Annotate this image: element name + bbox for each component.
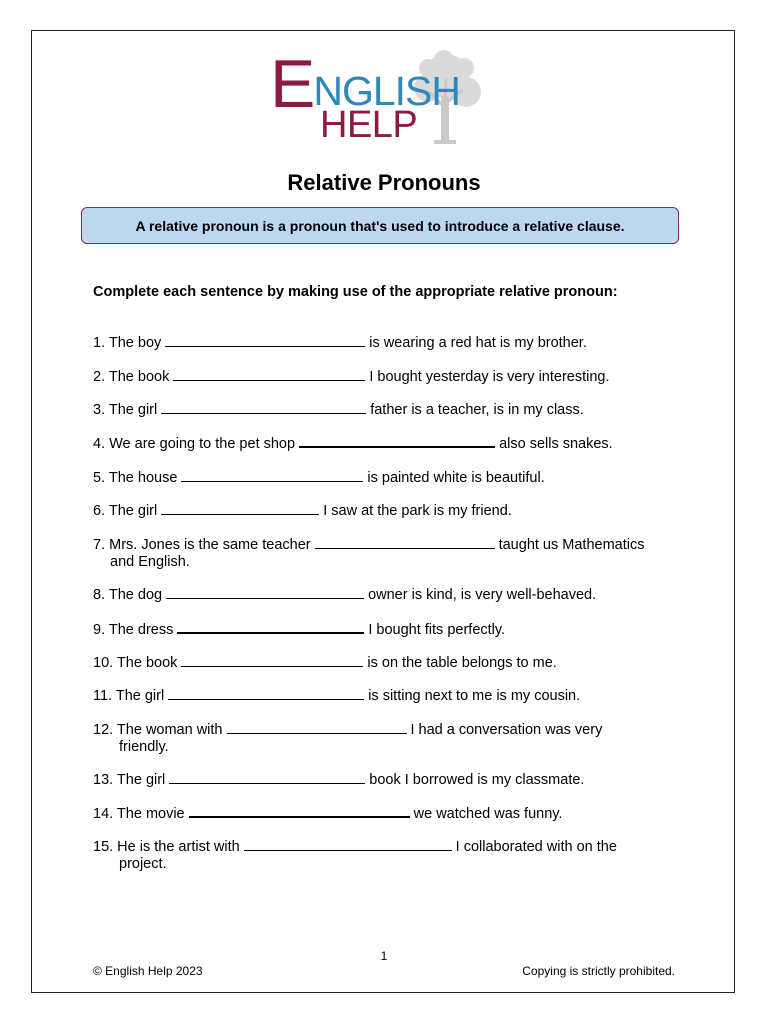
question-item: 8. The dog owner is kind, is very well-behaved. [93, 587, 597, 603]
footer-copyright: © English Help 2023 [93, 964, 203, 978]
instruction: Complete each sentence by making use of the appropriate relative pronoun: [93, 284, 618, 300]
question-item: 3. The girl father is a teacher, is in my class. [93, 402, 584, 418]
answer-blank[interactable] [299, 433, 495, 448]
answer-blank[interactable] [181, 653, 363, 667]
english-help-logo [268, 46, 498, 150]
page-title: Relative Pronouns [287, 170, 481, 195]
answer-blank[interactable] [315, 535, 495, 549]
question-item: 9. The dress I bought fits perfectly. [93, 619, 505, 639]
answer-blank[interactable] [165, 333, 365, 347]
answer-blank[interactable] [227, 720, 407, 734]
logo-text-english: ENGLISH [270, 46, 461, 122]
question-item: 2. The book I bought yesterday is very interesting. [93, 369, 610, 385]
question-item: 4. We are going to the pet shop also sells snakes. [93, 433, 613, 453]
answer-blank[interactable] [168, 686, 364, 700]
answer-blank[interactable] [189, 803, 410, 818]
logo-text-help: HELP [320, 104, 418, 146]
question-item: 12. The woman with I had a conversation was very friendly. [93, 722, 603, 755]
question-item: 15. He is the artist with I collaborated with on the project. [93, 839, 617, 872]
answer-blank[interactable] [181, 468, 363, 482]
answer-blank[interactable] [169, 770, 365, 784]
answer-blank[interactable] [166, 585, 364, 599]
question-item: 1. The boy is wearing a red hat is my brother. [93, 335, 587, 351]
answer-blank[interactable] [161, 400, 366, 414]
question-item: 7. Mrs. Jones is the same teacher taught us Mathematics and English. [93, 537, 645, 570]
question-item: 14. The movie we watched was funny. [93, 803, 562, 823]
answer-blank[interactable] [244, 837, 452, 851]
definition-text: A relative pronoun is a pronoun that's used to introduce a relative clause. [135, 217, 625, 234]
answer-blank[interactable] [177, 619, 364, 634]
question-item: 6. The girl I saw at the park is my friend. [93, 503, 512, 519]
question-item: 13. The girl book I borrowed is my classmate. [93, 772, 585, 788]
question-item: 10. The book is on the table belongs to me. [93, 655, 557, 671]
footer-notice: Copying is strictly prohibited. [522, 964, 675, 978]
answer-blank[interactable] [173, 367, 365, 381]
question-item: 5. The house is painted white is beautiful. [93, 470, 545, 486]
question-item: 11. The girl is sitting next to me is my cousin. [93, 688, 581, 704]
definition-box [81, 207, 679, 244]
answer-blank[interactable] [161, 501, 319, 515]
page-number: 1 [380, 949, 388, 963]
